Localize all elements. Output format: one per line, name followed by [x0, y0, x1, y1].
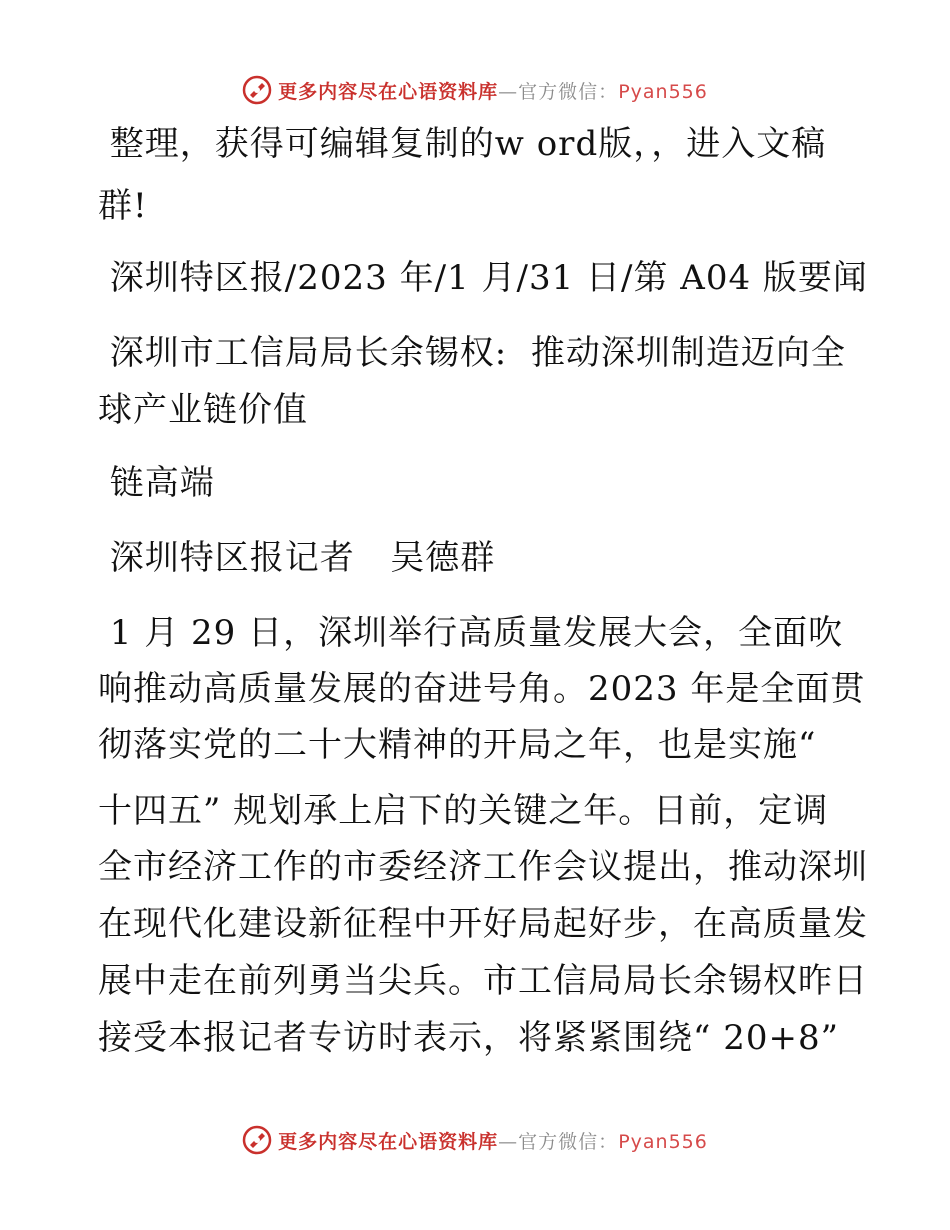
watermark-footer — [0, 1120, 950, 1160]
watermark-dash: — — [498, 80, 519, 103]
watermark-id: Pyan556 — [618, 80, 708, 103]
watermark-brand: 更多内容尽在心语资料库 — [278, 1130, 499, 1153]
doc-line: 响推动高质量发展的奋进号角。2023 年是全面贯 — [98, 669, 866, 709]
doc-line: 展中走在前列勇当尖兵。市工信局局长余锡权昨日 — [98, 961, 868, 1001]
watermark-text — [278, 77, 708, 104]
doc-line: 整理，获得可编辑复制的w ord版，，进入文稿 — [98, 124, 827, 164]
watermark-dash: — — [498, 1130, 519, 1153]
doc-line: 在现代化建设新征程中开好局起好步，在高质量发 — [98, 904, 868, 944]
doc-line: 深圳特区报/2023 年/1 月/31 日/第 A04 版要闻 — [98, 258, 868, 298]
watermark-text — [278, 1127, 708, 1154]
doc-line: 十四五” 规划承上启下的关键之年。日前，定调 — [98, 791, 829, 831]
doc-line: 球产业链价值 — [98, 390, 308, 430]
watermark-label: 官方微信： — [518, 1130, 619, 1153]
doc-line: 接受本报记者专访时表示，将紧紧围绕“ 20+8” — [98, 1018, 839, 1058]
doc-line: 全市经济工作的市委经济工作会议提出，推动深圳 — [98, 847, 868, 887]
doc-line: 深圳特区报记者 吴德群 — [98, 538, 496, 578]
watermark-header — [0, 70, 950, 110]
watermark-label: 官方微信： — [518, 80, 619, 103]
doc-line: 群! — [98, 186, 148, 226]
brand-logo-icon — [242, 75, 272, 105]
brand-logo-icon — [242, 1125, 272, 1155]
doc-line: 1 月 29 日，深圳举行高质量发展大会，全面吹 — [98, 613, 844, 653]
watermark-id: Pyan556 — [618, 1130, 708, 1153]
doc-line: 链高端 — [98, 463, 215, 503]
watermark-brand: 更多内容尽在心语资料库 — [278, 80, 499, 103]
doc-line: 深圳市工信局局长余锡权: 推动深圳制造迈向全 — [98, 333, 846, 373]
doc-line: 彻落实党的二十大精神的开局之年，也是实施“ — [98, 725, 817, 765]
